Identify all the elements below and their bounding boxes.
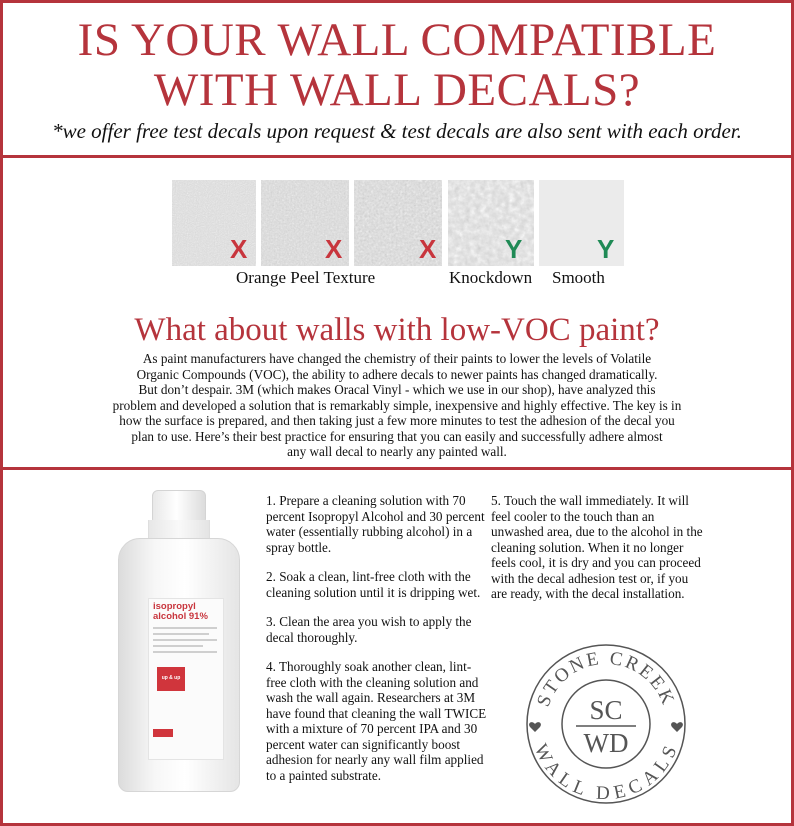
section-divider-top xyxy=(0,155,794,158)
step-1: 1. Prepare a cleaning solution with 70 percent Isopropyl Alcohol and 30 percent water (essentially rubbing alcohol) in a spray bottle. xyxy=(266,493,485,555)
low-voc-line: plan to use. Here’s their best practice for ensuring that you can easily and successfully adhere almost xyxy=(131,428,663,444)
step-5: 5. Touch the wall immediately. It will feel cooler to the touch than an unwashed area, due to the alcohol in the cleaning solution. When it no longer feels cool, it is dry and you can proceed with the decal adhesion test or, if you are ready, with the decal installation. xyxy=(491,493,703,601)
low-voc-line: how the surface is prepared, and then taking just a few more minutes to test the adhesion of the decal you xyxy=(119,413,675,428)
brand-arrow-logo: up & up xyxy=(157,667,185,691)
label-smooth: Smooth xyxy=(552,268,605,287)
section-divider-bottom xyxy=(0,467,794,470)
steps-column-left xyxy=(266,493,488,797)
isopropyl-alcohol-bottle-image xyxy=(118,490,238,790)
low-voc-line: Organic Compounds (VOC), the ability to adhere decals to newer paints has changed dramatically. xyxy=(136,366,658,382)
logo-monogram-top: SC xyxy=(589,695,623,725)
heart-icon xyxy=(671,722,683,732)
low-voc-line: But don’t despair. 3M (which makes Oracal Vinyl - which we use in our shop), have analyzed this xyxy=(138,382,656,397)
heart-icon xyxy=(529,722,541,732)
mark-smooth: Y xyxy=(597,234,615,264)
bottle-label xyxy=(148,598,224,760)
mark-knockdown: Y xyxy=(505,234,523,264)
logo-top-arc-text: STONE CREEK xyxy=(533,647,679,710)
step-2: 2. Soak a clean, lint-free cloth with the cleaning solution until it is dripping wet. xyxy=(266,569,481,600)
low-voc-title: What about walls with low-VOC paint? xyxy=(134,312,660,348)
label-knockdown: Knockdown xyxy=(449,268,533,287)
step-4: 4. Thoroughly soak another clean, lint-free cloth with the cleaning solution and wash the wall again. Researchers at 3M have found that cleaning the wall TWICE with a mixture of 70 percent IPA and 30 percent water can significantly boost adhesion for nearly any wall film applied to a painted substrate. xyxy=(266,659,487,783)
mark-orange-peel-fine: X xyxy=(230,234,248,264)
headline-line-1: IS YOUR WALL COMPATIBLE xyxy=(77,14,717,66)
mark-orange-peel-medium: X xyxy=(325,234,343,264)
step-3: 3. Clean the area you wish to apply the decal thoroughly. xyxy=(266,614,472,645)
bottle-label-title: isopropyl alcohol 91% xyxy=(153,601,208,622)
bottle-label-warning xyxy=(153,729,173,737)
low-voc-body xyxy=(100,351,694,460)
logo-monogram-bottom: WD xyxy=(583,728,629,758)
label-orange-peel-texture: Orange Peel Texture xyxy=(236,268,376,287)
logo-bottom-arc-text: WALL DECALS xyxy=(529,740,683,804)
low-voc-line: problem and developed a solution that is remarkably simple, inexpensive and highly effective. The key is in xyxy=(112,397,682,413)
headline-line-2: WITH WALL DECALS? xyxy=(153,64,641,116)
mark-orange-peel-heavy: X xyxy=(419,234,437,264)
steps-column-right xyxy=(491,493,703,616)
low-voc-line: As paint manufacturers have changed the chemistry of their paints to lower the levels of Volatile xyxy=(142,351,652,366)
stone-creek-wall-decals-logo xyxy=(524,642,688,806)
bottle-label-fine-print xyxy=(153,627,217,657)
low-voc-line: any wall decal to nearly any painted wall. xyxy=(287,444,507,459)
free-test-decals-note: *we offer free test decals upon request & test decals are also sent with each order. xyxy=(52,119,742,143)
bottle-cap xyxy=(152,490,206,522)
